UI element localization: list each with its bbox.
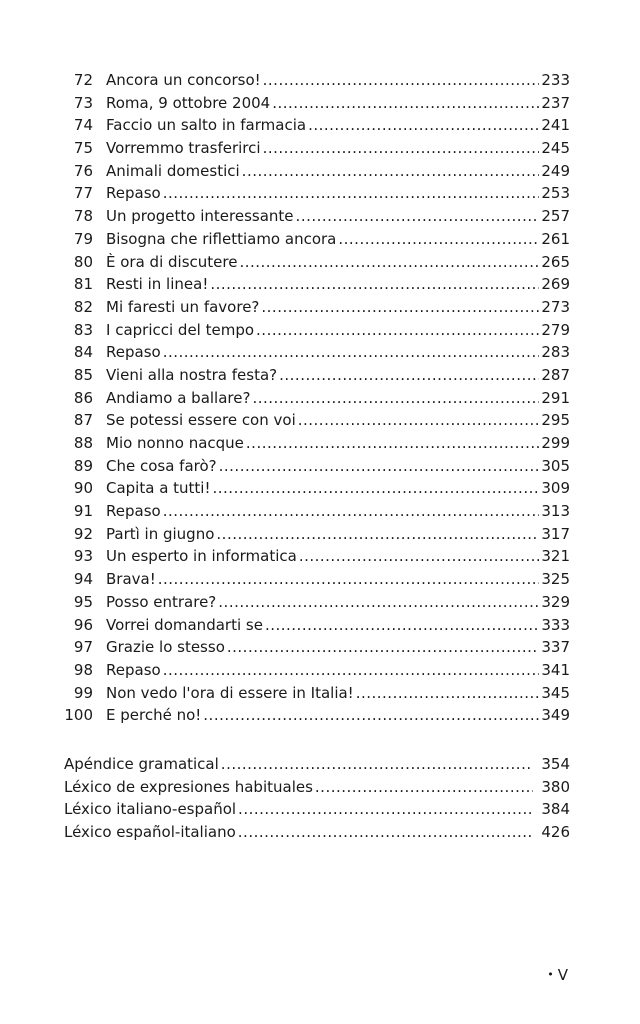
- page-number: 233: [541, 71, 570, 89]
- chapter-number: 83: [73, 320, 93, 339]
- chapter-number: 85: [73, 365, 93, 384]
- chapter-title: Resti in linea!: [106, 275, 209, 294]
- appendix-title: Léxico de expresiones habituales: [64, 777, 313, 796]
- toc-row: [62, 184, 570, 207]
- toc-row: [62, 706, 570, 729]
- dot-leader: [279, 366, 539, 384]
- dot-leader: [298, 411, 540, 429]
- chapter-number: 80: [73, 252, 93, 271]
- toc-row: [62, 593, 570, 616]
- page-number: 321: [541, 547, 570, 566]
- dot-leader: [299, 547, 540, 565]
- page-number: 380: [541, 777, 570, 796]
- chapter-number: 72: [73, 71, 93, 89]
- dot-leader: [221, 755, 534, 773]
- chapter-number: 74: [73, 116, 93, 135]
- chapter-title: Capita a tutti!: [106, 479, 211, 498]
- page-number: 269: [541, 275, 570, 294]
- chapter-number: 79: [73, 229, 93, 248]
- toc-row: [62, 434, 570, 457]
- chapter-title: Se potessi essere con voi: [106, 411, 296, 430]
- toc-row: [62, 207, 570, 230]
- page-number: 237: [541, 93, 570, 112]
- dot-leader: [213, 479, 540, 497]
- chapter-number: 82: [73, 297, 93, 316]
- toc-row: [62, 298, 570, 321]
- appendix-row: [64, 755, 570, 778]
- chapter-title: Vorremmo trasferirci: [106, 139, 261, 158]
- toc-row: [62, 230, 570, 253]
- chapter-number: 81: [73, 275, 93, 294]
- appendix-list: [64, 755, 570, 846]
- toc-row: [62, 457, 570, 480]
- dot-leader: [246, 434, 539, 452]
- page-number: 317: [541, 524, 570, 543]
- dot-leader: [163, 343, 540, 361]
- chapter-number: 77: [73, 184, 93, 203]
- chapter-title: Mio nonno nacque: [106, 434, 244, 452]
- page-number: 349: [541, 706, 570, 725]
- toc-row: [62, 321, 570, 344]
- appendix-title: Apéndice gramatical: [64, 755, 219, 773]
- chapter-title: Repaso: [106, 502, 161, 521]
- chapter-number: 76: [73, 161, 93, 180]
- appendix-title: Léxico italiano-español: [64, 800, 237, 819]
- dot-leader: [242, 162, 540, 180]
- dot-leader: [315, 778, 533, 796]
- page-number: 249: [541, 161, 570, 180]
- dot-leader: [256, 321, 539, 339]
- chapter-title: Roma, 9 ottobre 2004: [106, 93, 271, 112]
- page-number: 305: [541, 456, 570, 475]
- page-number: 337: [541, 638, 570, 657]
- dot-leader: [218, 593, 539, 611]
- appendix-row: [64, 800, 570, 823]
- toc-row: [62, 275, 570, 298]
- toc-row: [62, 547, 570, 570]
- chapter-title: Non vedo l'ora di essere in Italia!: [106, 683, 354, 702]
- toc-row: [62, 71, 570, 94]
- dot-leader: [265, 616, 539, 634]
- toc-row: [62, 616, 570, 639]
- page-number: 257: [541, 207, 570, 226]
- chapter-number: 92: [73, 524, 93, 543]
- folio-number: V: [557, 966, 568, 984]
- toc-row: [62, 343, 570, 366]
- dot-leader: [238, 800, 533, 818]
- chapter-number: 99: [73, 683, 93, 702]
- chapter-number: 93: [73, 547, 93, 566]
- dot-leader: [252, 389, 539, 407]
- page-number: 283: [541, 343, 570, 362]
- chapter-number: 78: [73, 207, 93, 226]
- page-number: 309: [541, 479, 570, 498]
- dot-leader: [308, 116, 539, 134]
- dot-leader: [272, 94, 539, 112]
- toc-row: [62, 162, 570, 185]
- page-number: 426: [541, 823, 570, 842]
- dot-leader: [261, 298, 539, 316]
- dot-leader: [239, 253, 539, 271]
- dot-leader: [219, 457, 540, 475]
- chapter-list: [62, 71, 570, 729]
- page-number: 345: [541, 683, 570, 702]
- page-number: 384: [541, 800, 570, 819]
- dot-leader: [203, 706, 539, 724]
- page-number: 354: [541, 755, 570, 773]
- toc-row: [62, 684, 570, 707]
- chapter-title: I capricci del tempo: [106, 320, 255, 339]
- dot-leader: [216, 525, 539, 543]
- chapter-number: 73: [73, 93, 93, 112]
- toc-row: [62, 502, 570, 525]
- appendix-row: [64, 823, 570, 846]
- chapter-title: Grazie lo stesso: [106, 638, 225, 657]
- page-number: 295: [541, 411, 570, 430]
- dot-leader: [158, 570, 540, 588]
- dot-leader: [238, 823, 534, 841]
- chapter-number: 96: [73, 615, 93, 634]
- chapter-number: 100: [64, 706, 93, 725]
- chapter-title: Repaso: [106, 343, 161, 362]
- page-number: 291: [541, 388, 570, 407]
- dot-leader: [163, 184, 540, 202]
- toc-row: [62, 638, 570, 661]
- chapter-title: È ora di discutere: [106, 252, 238, 271]
- page-number: 265: [541, 252, 570, 271]
- appendix-title: Léxico español-italiano: [64, 823, 236, 842]
- page-number: 333: [541, 615, 570, 634]
- page-number: 261: [541, 229, 570, 248]
- chapter-number: 91: [73, 502, 93, 521]
- chapter-number: 97: [73, 638, 93, 657]
- toc-row: [62, 389, 570, 412]
- toc-row: [62, 411, 570, 434]
- chapter-title: Bisogna che riflettiamo ancora: [106, 229, 337, 248]
- toc-row: [62, 661, 570, 684]
- chapter-number: 95: [73, 592, 93, 611]
- toc-row: [62, 479, 570, 502]
- bullet-icon: •: [547, 968, 554, 981]
- page-number: 329: [541, 592, 570, 611]
- page-folio: [547, 966, 568, 984]
- chapter-title: Un esperto in informatica: [106, 547, 297, 566]
- chapter-title: Animali domestici: [106, 161, 240, 180]
- chapter-title: Faccio un salto in farmacia: [106, 116, 307, 135]
- chapter-number: 87: [73, 411, 93, 430]
- dot-leader: [356, 684, 540, 702]
- appendix-row: [64, 778, 570, 801]
- chapter-number: 84: [73, 343, 93, 362]
- chapter-number: 98: [73, 660, 93, 679]
- chapter-title: Ancora un concorso!: [106, 71, 261, 89]
- chapter-title: Brava!: [106, 570, 156, 589]
- page-number: 299: [541, 434, 570, 452]
- chapter-number: 90: [73, 479, 93, 498]
- page-number: 287: [541, 365, 570, 384]
- dot-leader: [163, 502, 540, 520]
- page-number: 325: [541, 570, 570, 589]
- page-number: 253: [541, 184, 570, 203]
- dot-leader: [263, 71, 540, 89]
- page-number: 279: [541, 320, 570, 339]
- dot-leader: [227, 638, 539, 656]
- page-number: 245: [541, 139, 570, 158]
- toc-row: [62, 139, 570, 162]
- dot-leader: [296, 207, 540, 225]
- dot-leader: [163, 661, 540, 679]
- toc-row: [62, 525, 570, 548]
- dot-leader: [263, 139, 540, 157]
- toc-row: [62, 253, 570, 276]
- page-number: 313: [541, 502, 570, 521]
- chapter-number: 88: [73, 434, 93, 452]
- dot-leader: [338, 230, 539, 248]
- toc-row: [62, 570, 570, 593]
- chapter-title: Un progetto interessante: [106, 207, 294, 226]
- chapter-number: 89: [73, 456, 93, 475]
- dot-leader: [210, 275, 539, 293]
- chapter-title: Che cosa farò?: [106, 456, 217, 475]
- chapter-title: Vieni alla nostra festa?: [106, 365, 278, 384]
- page-number: 273: [541, 297, 570, 316]
- chapter-title: Vorrei domandarti se: [106, 615, 263, 634]
- chapter-number: 94: [73, 570, 93, 589]
- chapter-number: 75: [73, 139, 93, 158]
- toc-row: [62, 116, 570, 139]
- chapter-title: Posso entrare?: [106, 592, 217, 611]
- chapter-title: Mi faresti un favore?: [106, 297, 260, 316]
- page-number: 341: [541, 660, 570, 679]
- chapter-number: 86: [73, 388, 93, 407]
- chapter-title: E perché no!: [106, 706, 202, 725]
- chapter-title: Repaso: [106, 184, 161, 203]
- toc-row: [62, 366, 570, 389]
- chapter-title: Partì in giugno: [106, 524, 215, 543]
- toc-row: [62, 94, 570, 117]
- chapter-title: Repaso: [106, 660, 161, 679]
- page-number: 241: [541, 116, 570, 135]
- chapter-title: Andiamo a ballare?: [106, 388, 251, 407]
